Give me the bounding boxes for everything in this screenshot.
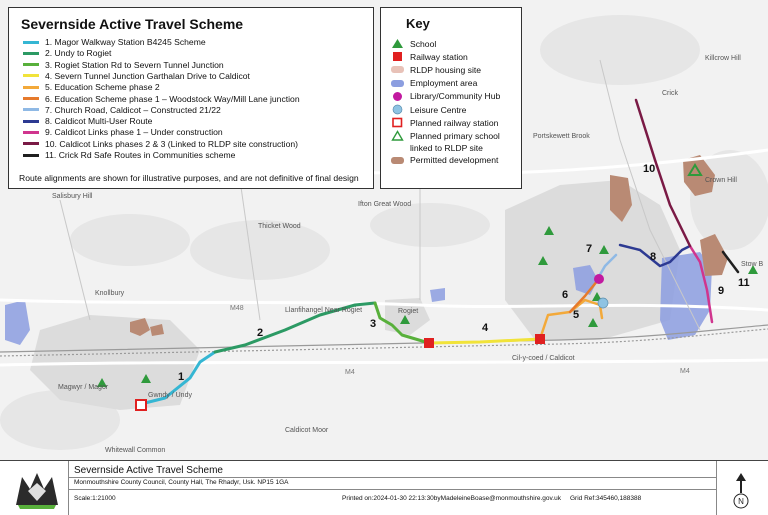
- route-number-label: 3: [370, 318, 377, 330]
- legend-route-4: [23, 71, 250, 81]
- route-color-swatch: [23, 74, 39, 77]
- place-label: Llanfihangel Near Rogiet: [285, 307, 363, 314]
- railway-station-marker[interactable]: [535, 334, 545, 344]
- legend-route-label: 5. Education Scheme phase 2: [45, 82, 160, 93]
- legend-route-2: [23, 48, 111, 58]
- north-label: N: [738, 497, 744, 506]
- legend-route-11: [23, 150, 235, 160]
- route-number-label: 4: [482, 322, 489, 334]
- key-item: [391, 64, 481, 75]
- leisure-centre-icon: [391, 104, 404, 115]
- housing-site-icon: [391, 64, 404, 75]
- footer-grid-ref: Grid Ref:345460,188388: [570, 495, 642, 502]
- road-label: M4: [680, 368, 690, 375]
- place-label: Killcrow Hill: [705, 55, 741, 62]
- key-item-label: Permitted development: [410, 155, 499, 166]
- legend-route-9: [23, 127, 223, 137]
- route-number-label: 9: [718, 285, 725, 297]
- legend-title: Severnside Active Travel Scheme: [21, 16, 244, 32]
- legend-route-8: [23, 116, 152, 126]
- key-item-label: Leisure Centre: [410, 104, 467, 115]
- route-number-label: 6: [562, 289, 569, 301]
- place-label: Whitewall Common: [105, 447, 166, 454]
- planned-station-icon: [391, 117, 404, 128]
- route-color-swatch: [23, 63, 39, 66]
- employment-area-icon: [391, 78, 404, 89]
- key-item: [391, 155, 498, 166]
- place-label: Crick: [662, 90, 678, 97]
- permitted-development-icon: [391, 155, 404, 166]
- legend-route-label: 9. Caldicot Links phase 1 – Under construction: [45, 127, 223, 138]
- place-label: Gwndy / Undy: [148, 392, 192, 399]
- route-legend: [8, 7, 374, 189]
- legend-route-3: [23, 60, 224, 70]
- route-color-swatch: [23, 142, 39, 145]
- key-item-label: Library/Community Hub: [410, 91, 501, 102]
- legend-route-label: 10. Caldicot Links phases 2 & 3 (Linked to RLDP site construction): [45, 138, 299, 149]
- legend-route-7: [23, 105, 221, 115]
- footer-title: Severnside Active Travel Scheme: [74, 465, 223, 476]
- legend-route-label: 6. Education Scheme phase 1 – Woodstock Way/Mill Lane junction: [45, 93, 300, 104]
- legend-route-1: [23, 37, 206, 47]
- place-label: Crown Hill: [705, 177, 737, 184]
- planned-school-icon: [391, 130, 404, 141]
- key-item: [391, 117, 498, 128]
- route-color-swatch: [23, 120, 39, 123]
- route-number-label: 5: [573, 309, 580, 321]
- route-color-swatch: [23, 52, 39, 55]
- railway-station-marker[interactable]: [424, 338, 434, 348]
- legend-route-label: 11. Crick Rd Safe Routes in Communities scheme: [45, 150, 236, 160]
- place-label: Knollbury: [95, 290, 125, 297]
- map-footer: [0, 460, 768, 515]
- route-number-label: 10: [643, 163, 656, 175]
- footer-organisation: Monmouthshire County Council, County Hall, The Rhadyr, Usk. NP15 1GA: [74, 479, 289, 486]
- road-label: M4: [345, 369, 355, 376]
- route-color-swatch: [23, 86, 39, 89]
- place-label: Cil-y-coed / Caldicot: [512, 355, 575, 362]
- place-label: Rogiet: [398, 308, 419, 315]
- key-item-label: linked to RLDP site: [410, 142, 483, 153]
- legend-route-label: 1. Magor Walkway Station B4245 Scheme: [45, 37, 206, 47]
- council-logo: [8, 465, 66, 511]
- key-item: [391, 130, 500, 141]
- legend-route-label: 8. Caldicot Multi-User Route: [45, 116, 153, 127]
- route-color-swatch: [23, 131, 39, 134]
- legend-route-label: 3. Rogiet Station Rd to Severn Tunnel Junction: [45, 59, 224, 70]
- key-item-label: Planned primary school: [410, 130, 500, 141]
- key-item-label: Planned railway station: [410, 117, 499, 128]
- place-label: Caldicot Moor: [285, 427, 329, 434]
- key-item-label: Employment area: [410, 78, 478, 89]
- leisure-centre-marker[interactable]: [598, 298, 608, 308]
- legend-route-label: 4. Severn Tunnel Junction Garthalan Drive to Caldicot: [45, 70, 250, 81]
- legend-route-label: 2. Undy to Rogiet: [45, 48, 112, 59]
- key-item: [391, 51, 468, 62]
- place-label: Thicket Wood: [258, 223, 301, 230]
- key-item: [391, 91, 500, 102]
- place-label: Magwyr / Magor: [58, 384, 109, 391]
- route-number-label: 7: [586, 243, 593, 255]
- route-color-swatch: [23, 97, 39, 100]
- route-number-label: 11: [738, 277, 750, 289]
- route-number-label: 8: [650, 251, 657, 263]
- place-label: Salisbury Hill: [52, 193, 93, 200]
- legend-route-label: 7. Church Road, Caldicot – Constructed 21/22: [45, 104, 221, 115]
- legend-route-10: [23, 139, 298, 149]
- key-item-label: Railway station: [410, 51, 468, 62]
- route-number-label: 2: [257, 327, 264, 339]
- school-icon: [391, 38, 404, 49]
- legend-note: Route alignments are shown for illustrative purposes, and are not definitive of final design: [19, 173, 359, 183]
- route-color-swatch: [23, 108, 39, 111]
- place-label: Stow B: [741, 261, 764, 268]
- place-label: Portskewett Brook: [533, 133, 590, 140]
- key-item-label: School: [410, 38, 437, 49]
- route-color-swatch: [23, 41, 39, 44]
- key-item: [391, 38, 436, 49]
- key-item: [391, 104, 466, 115]
- map-key: [380, 7, 522, 189]
- footer-printed-info: Printed on:2024-01-30 22:13:30byMadeleineBoase@monmouthshire.gov.uk: [342, 495, 561, 502]
- planned-railway-station-marker[interactable]: [136, 400, 146, 410]
- library-marker[interactable]: [594, 274, 604, 284]
- library-icon: [391, 91, 404, 102]
- key-title: Key: [406, 16, 430, 31]
- road-label: M48: [230, 305, 244, 312]
- north-arrow-icon: [730, 471, 752, 511]
- legend-route-6: [23, 94, 300, 104]
- railway-station-icon: [391, 51, 404, 62]
- footer-scale: Scale:1:21000: [74, 495, 116, 502]
- route-color-swatch: [23, 154, 39, 157]
- route-number-label: 1: [178, 371, 185, 383]
- place-label: Ifton Great Wood: [358, 201, 412, 208]
- key-item: [391, 78, 477, 89]
- key-item-label: RLDP housing site: [410, 64, 482, 75]
- legend-route-5: [23, 82, 160, 92]
